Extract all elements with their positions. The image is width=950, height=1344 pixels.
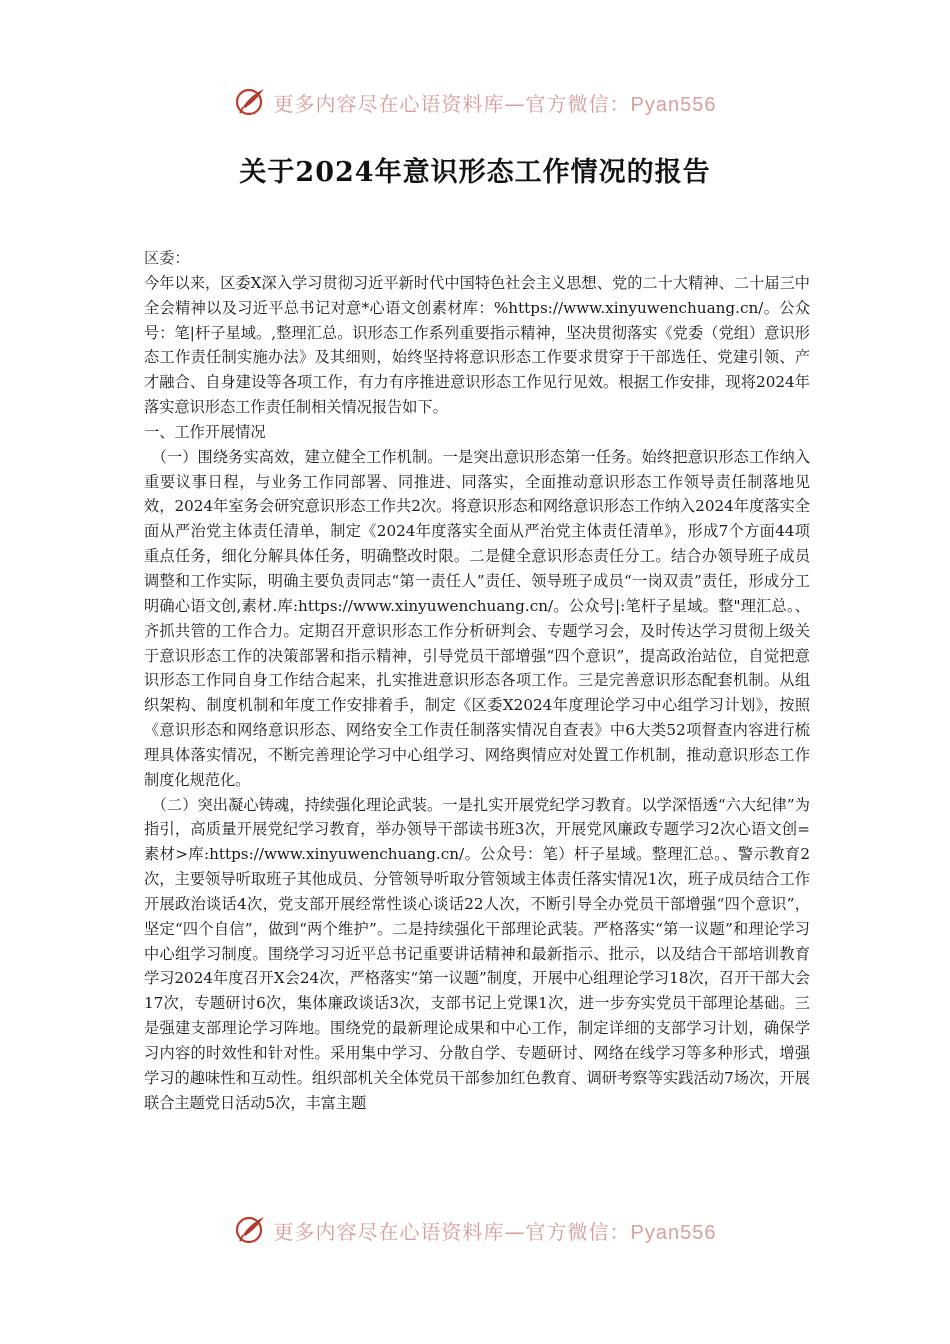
watermark-text: 更多内容尽在心语资料库—官方微信：Pyan556 (273, 91, 717, 116)
document-title: 关于2024年意识形态工作情况的报告 (239, 157, 711, 188)
quill-logo-icon (234, 1213, 268, 1247)
watermark-header (0, 82, 950, 122)
paragraph-section-1: （一）围绕务实高效，建立健全工作机制。一是突出意识形态第一任务。始终把意识形态工作纳入重要议事日程，与业务工作同部署、同推进、同落实，全面推动意识形态工作领导责任制落地见效，2024年室务会研究意识形态工作共2次。将意识形态和网络意识形态工作纳入2024年度落实全面从严治党主体责任清单，制定《2024年度落实全面从严治党主体责任清单》，形成7个方面44项重点任务，细化分解具体任务，明确整改时限。二是健全意识形态责任分工。结合办领导班子成员调整和工作实际，明确主要负责同志“第一责任人”责任、领导班子成员“一岗双责”责任，形成分工明确心语文创,素材.库:https://www.xinyuwenchuang.cn/。公众号|:笔杆子星域。整"理汇总。、齐抓共管的工作合力。定期召开意识形态工作分析研判会、专题学习会，及时传达学习贯彻上级关于意识形态工作的决策部署和指示精神，引导党员干部增强“四个意识”，提高政治站位，自觉把意识形态工作同自身工作结合起来，扎实推进意识形态各项工作。三是完善意识形态配套机制。从组织架构、制度机制和年度工作安排着手，制定《区委X2024年度理论学习中心组学习计划》，按照《意识形态和网络意识形态、网络安全工作责任制落实情况自查表》中6大类52项督查内容进行梳理具体落实情况，不断完善理论学习中心组学习、网络舆情应对处置工作机制，推动意识形态工作制度化规范化。 (144, 447, 810, 789)
document-body (144, 246, 810, 1116)
wechat-id: Pyan556 (630, 93, 717, 116)
quill-logo-icon (234, 85, 268, 119)
addressee: 区委： (144, 249, 190, 267)
wechat-id: Pyan556 (630, 1221, 717, 1244)
section-heading: 一、工作开展情况 (144, 422, 266, 441)
paragraph-section-2: （二）突出凝心铸魂，持续强化理论武装。一是扎实开展党纪学习教育。以学深悟透“六大纪律”为指引，高质量开展党纪学习教育，举办领导干部读书班3次，开展党风廉政专题学习2次心语文创=素材>库:https://www.xinyuwenchuang.cn/。公众号：笔）杆子星域。整理汇总。、警示教育2次，主要领导听取班子其他成员、分管领导听取分管领域主体责任落实情况1次，班子成员结合工作开展政治谈话4次，党支部开展经常性谈心谈话22人次，不断引导全办党员干部增强“四个意识”，坚定“四个自信”，做到“两个维护”。二是持续强化干部理论武装。严格落实“第一议题”和理论学习中心组学习制度。围绕学习习近平总书记重要讲话精神和最新指示、批示，以及结合干部培训教育学习2024年度召开X会24次，严格落实“第一议题”制度，开展中心组理论学习18次，召开干部大会17次，专题研讨6次，集体廉政谈话3次，支部书记上党课1次，进一步夯实党员干部理论基础。三是强建支部理论学习阵地。围绕党的最新理论成果和中心工作，制定详细的支部学习计划，确保学习内容的时效性和针对性。采用集中学习、分散自学、专题研讨、网络在线学习等多种形式，增强学习的趣味性和互动性。组织部机关全体党员干部参加红色教育、调研考察等实践活动7场次，开展联合主题党日活动5次，丰富主题 (144, 795, 810, 1112)
paragraph-intro: 今年以来，区委X深入学习贯彻习近平新时代中国特色社会主义思想、党的二十大精神、二十届三中全会精神以及习近平总书记对意*心语文创素材库：%https://www.xinyuwenchuang.cn/。公众号：笔|杆子星域。,整理汇总。识形态工作系列重要指示精神，坚决贯彻落实《党委（党组）意识形态工作责任制实施办法》及其细则，始终坚持将意识形态工作要求贯穿于干部选任、党建引领、产才融合、自身建设等各项工作，有力有序推进意识形态工作见行见效。根据工作安排，现将2024年落实意识形态工作责任制相关情况报告如下。 (144, 273, 810, 417)
watermark-text: 更多内容尽在心语资料库—官方微信：Pyan556 (273, 1219, 717, 1244)
watermark-footer (0, 1210, 950, 1250)
